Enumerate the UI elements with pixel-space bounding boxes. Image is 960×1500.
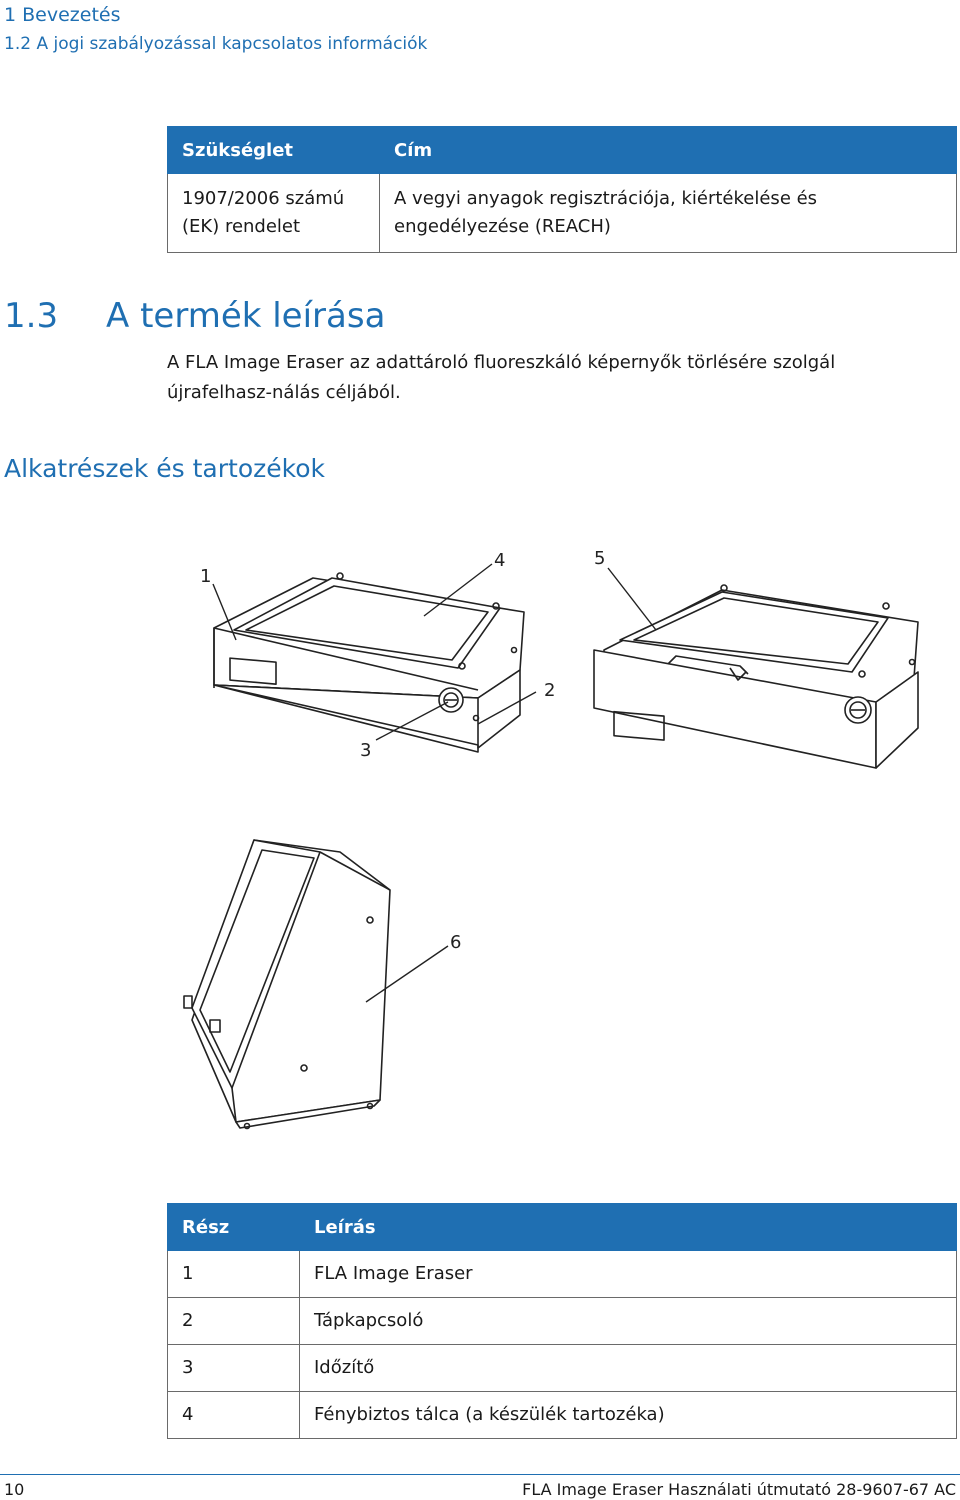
table-cell: FLA Image Eraser bbox=[300, 1251, 957, 1298]
column-header: Szükséglet bbox=[168, 127, 380, 174]
callout-4: 4 bbox=[494, 550, 506, 571]
table-cell: 1 bbox=[168, 1251, 300, 1298]
table-cell: Fénybiztos tálca (a készülék tartozéka) bbox=[300, 1392, 957, 1439]
callout-3: 3 bbox=[360, 740, 372, 761]
table-cell: 3 bbox=[168, 1345, 300, 1392]
callout-2: 2 bbox=[544, 680, 556, 701]
table-header-row bbox=[168, 1204, 957, 1251]
document-title: FLA Image Eraser Használati útmutató 28-9607-67 AC bbox=[522, 1480, 956, 1499]
page-number: 10 bbox=[4, 1480, 25, 1499]
product-description: A FLA Image Eraser az adattároló fluoreszkáló képernyők törlésére szolgál újrafelhasz-nálás céljából. bbox=[167, 352, 836, 403]
table-cell: Tápkapcsoló bbox=[300, 1298, 957, 1345]
callout-5: 5 bbox=[594, 548, 606, 569]
parts-table bbox=[167, 1203, 957, 1439]
table-cell: 2 bbox=[168, 1298, 300, 1345]
table-cell: A vegyi anyagok regisztrációja, kiértékelése és engedélyezése (REACH) bbox=[380, 174, 957, 253]
page-footer bbox=[0, 1474, 960, 1500]
section-title-text: A termék leírása bbox=[106, 296, 386, 336]
table-cell: Időzítő bbox=[300, 1345, 957, 1392]
device-standing bbox=[184, 840, 390, 1129]
parts-subheading: Alkatrészek és tartozékok bbox=[4, 454, 325, 483]
column-header: Leírás bbox=[300, 1204, 957, 1251]
product-figure bbox=[0, 540, 960, 1140]
table-cell: 4 bbox=[168, 1392, 300, 1439]
table-row bbox=[168, 1251, 957, 1298]
table-row bbox=[168, 1345, 957, 1392]
callout-6: 6 bbox=[450, 932, 462, 953]
table-cell: 1907/2006 számú (EK) rendelet bbox=[168, 174, 380, 253]
device-illustration bbox=[0, 540, 960, 1140]
table-row bbox=[168, 1298, 957, 1345]
chapter-header: 1 Bevezetés bbox=[4, 4, 121, 26]
table-row bbox=[168, 1392, 957, 1439]
column-header: Cím bbox=[380, 127, 957, 174]
table-header-row bbox=[168, 127, 957, 174]
column-header: Rész bbox=[168, 1204, 300, 1251]
section-number: 1.3 bbox=[4, 296, 59, 336]
section-title bbox=[4, 296, 385, 336]
device-open-left bbox=[214, 573, 524, 752]
callout-1: 1 bbox=[200, 566, 212, 587]
regulation-table bbox=[167, 126, 957, 253]
section-header: 1.2 A jogi szabályozással kapcsolatos információk bbox=[4, 34, 428, 54]
table-row bbox=[168, 174, 957, 253]
